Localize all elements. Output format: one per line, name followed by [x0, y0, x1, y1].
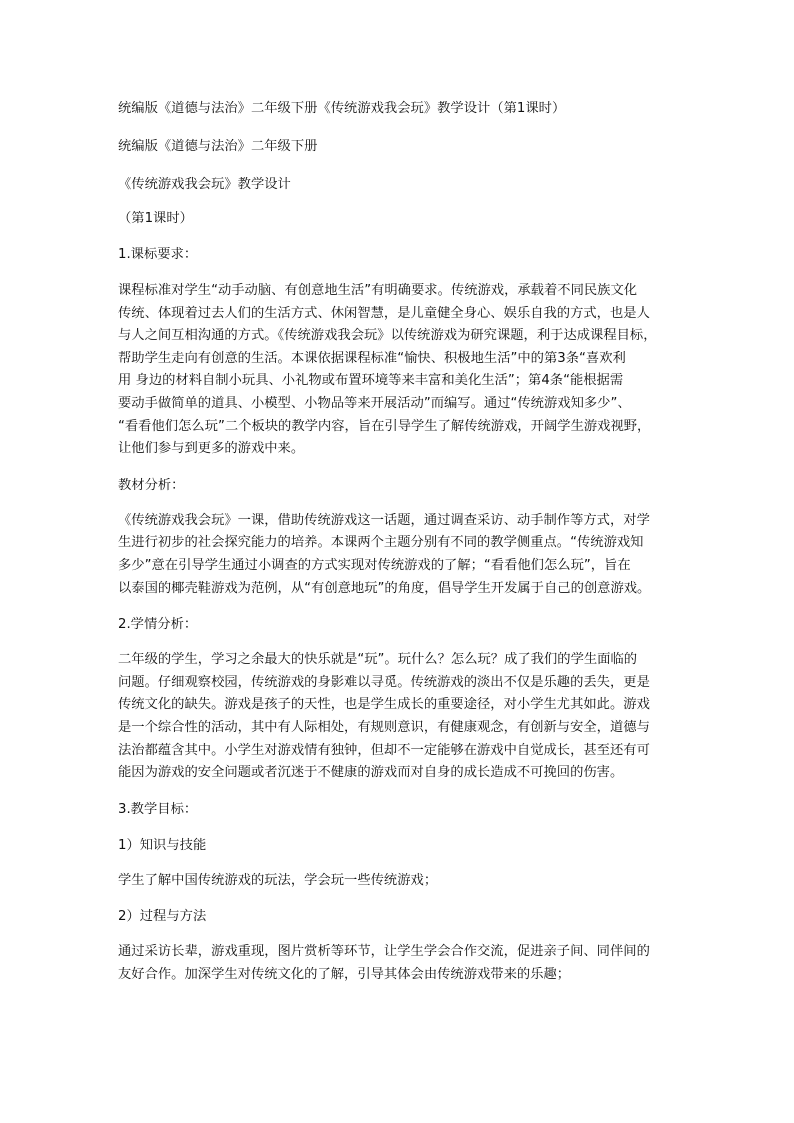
section-heading-curriculum: 1.课标要求：	[118, 247, 198, 262]
paragraph-textbook	[118, 510, 678, 600]
document-subtitle-period: （第1课时）	[118, 211, 193, 226]
paragraph-process	[118, 941, 678, 986]
paragraph-line: 以泰国的椰壳鞋游戏为范例，从“有创意地玩”的角度，倡导学生开发属于自己的创意游戏。	[118, 580, 651, 596]
paragraph-line: 用 身边的材料自制小玩具、小礼物或布置环境等来丰富和美化生活”；第4条“能根据需	[118, 373, 624, 389]
paragraph-line: 是一个综合性的活动，其中有人际相处，有规则意识，有健康观念，有创新与安全，道德与	[118, 719, 650, 735]
document-subtitle-textbook: 统编版《道德与法治》二年级下册	[118, 139, 318, 154]
paragraph-line: 能因为游戏的安全问题或者沉迷于不健康的游戏而对自身的成长造成不可挽回的伤害。	[118, 765, 624, 781]
paragraph-curriculum	[118, 280, 678, 461]
paragraph-line: 多少”意在引导学生通过小调查的方式实现对传统游戏的了解；“看看他们怎么玩”，旨在	[118, 557, 631, 573]
paragraph-line: 《传统游戏我会玩》一课，借助传统游戏这一话题，通过调查采访、动手制作等方式，对学	[118, 512, 650, 528]
paragraph-line: 友好合作。加深学生对传统文化的了解，引导其体会由传统游戏带来的乐趣；	[118, 966, 571, 982]
subsection-heading-knowledge: 1）知识与技能	[118, 837, 207, 853]
document-subtitle-lesson: 《传统游戏我会玩》教学设计	[118, 177, 291, 192]
paragraph-line: 要动手做简单的道具、小模型、小物品等来开展活动”而编写。通过“传统游戏知多少”、	[118, 395, 631, 411]
paragraph-learners	[118, 649, 678, 785]
paragraph-line: 帮助学生走向有创意的生活。本课依据课程标准“愉快、积极地生活”中的第3条“喜欢利	[118, 350, 626, 366]
paragraph-line: 生进行初步的社会探究能力的培养。本课两个主题分别有不同的教学侧重点。“传统游戏知	[118, 535, 644, 551]
section-heading-textbook: 教材分析：	[118, 477, 185, 493]
paragraph-line: 让他们参与到更多的游戏中来。	[118, 441, 305, 457]
section-heading-learners: 2.学情分析：	[118, 617, 198, 633]
document-body	[118, 97, 678, 986]
paragraph-line: 问题。仔细观察校园，传统游戏的身影难以寻觅。传统游戏的淡出不仅是乐趣的丢失，更是	[118, 674, 650, 690]
paragraph-line: 通过采访长辈，游戏重现，图片赏析等环节，让学生学会合作交流，促进亲子间、同伴间的	[118, 944, 650, 960]
paragraph-line: 课程标准对学生“动手动脑、有创意地生活”有明确要求。传统游戏，承载着不同民族文化	[118, 283, 638, 298]
paragraph-line: 学生了解中国传统游戏的玩法，学会玩一些传统游戏；	[118, 872, 438, 888]
paragraph-line: 二年级的学生，学习之余最大的快乐就是“玩”。玩什么？怎么玩？成了我们的学生面临的	[118, 652, 638, 668]
paragraph-line: 法治都蕴含其中。小学生对游戏情有独钟，但却不一定能够在游戏中自觉成长，甚至还有可	[118, 742, 650, 758]
paragraph-line: 传统、体现着过去人们的生活方式、休闲智慧，是儿童健全身心、娱乐自我的方式，也是人	[118, 305, 650, 321]
paragraph-line: 传统文化的缺失。游戏是孩子的天性，也是学生成长的重要途径，对小学生尤其如此。游戏	[118, 697, 650, 713]
paragraph-line: “看看他们怎么玩”二个板块的教学内容，旨在引导学生了解传统游戏，开阔学生游戏视野，	[118, 418, 651, 434]
paragraph-knowledge	[118, 870, 678, 893]
paragraph-line: 与人之间互相沟通的方式。《传统游戏我会玩》以传统游戏为研究课题，利于达成课程目标，	[118, 328, 657, 344]
document-title: 统编版《道德与法治》二年级下册《传统游戏我会玩》教学设计（第1课时）	[118, 101, 566, 116]
subsection-heading-process: 2）过程与方法	[118, 909, 207, 925]
section-heading-objectives: 3.教学目标：	[118, 801, 198, 817]
